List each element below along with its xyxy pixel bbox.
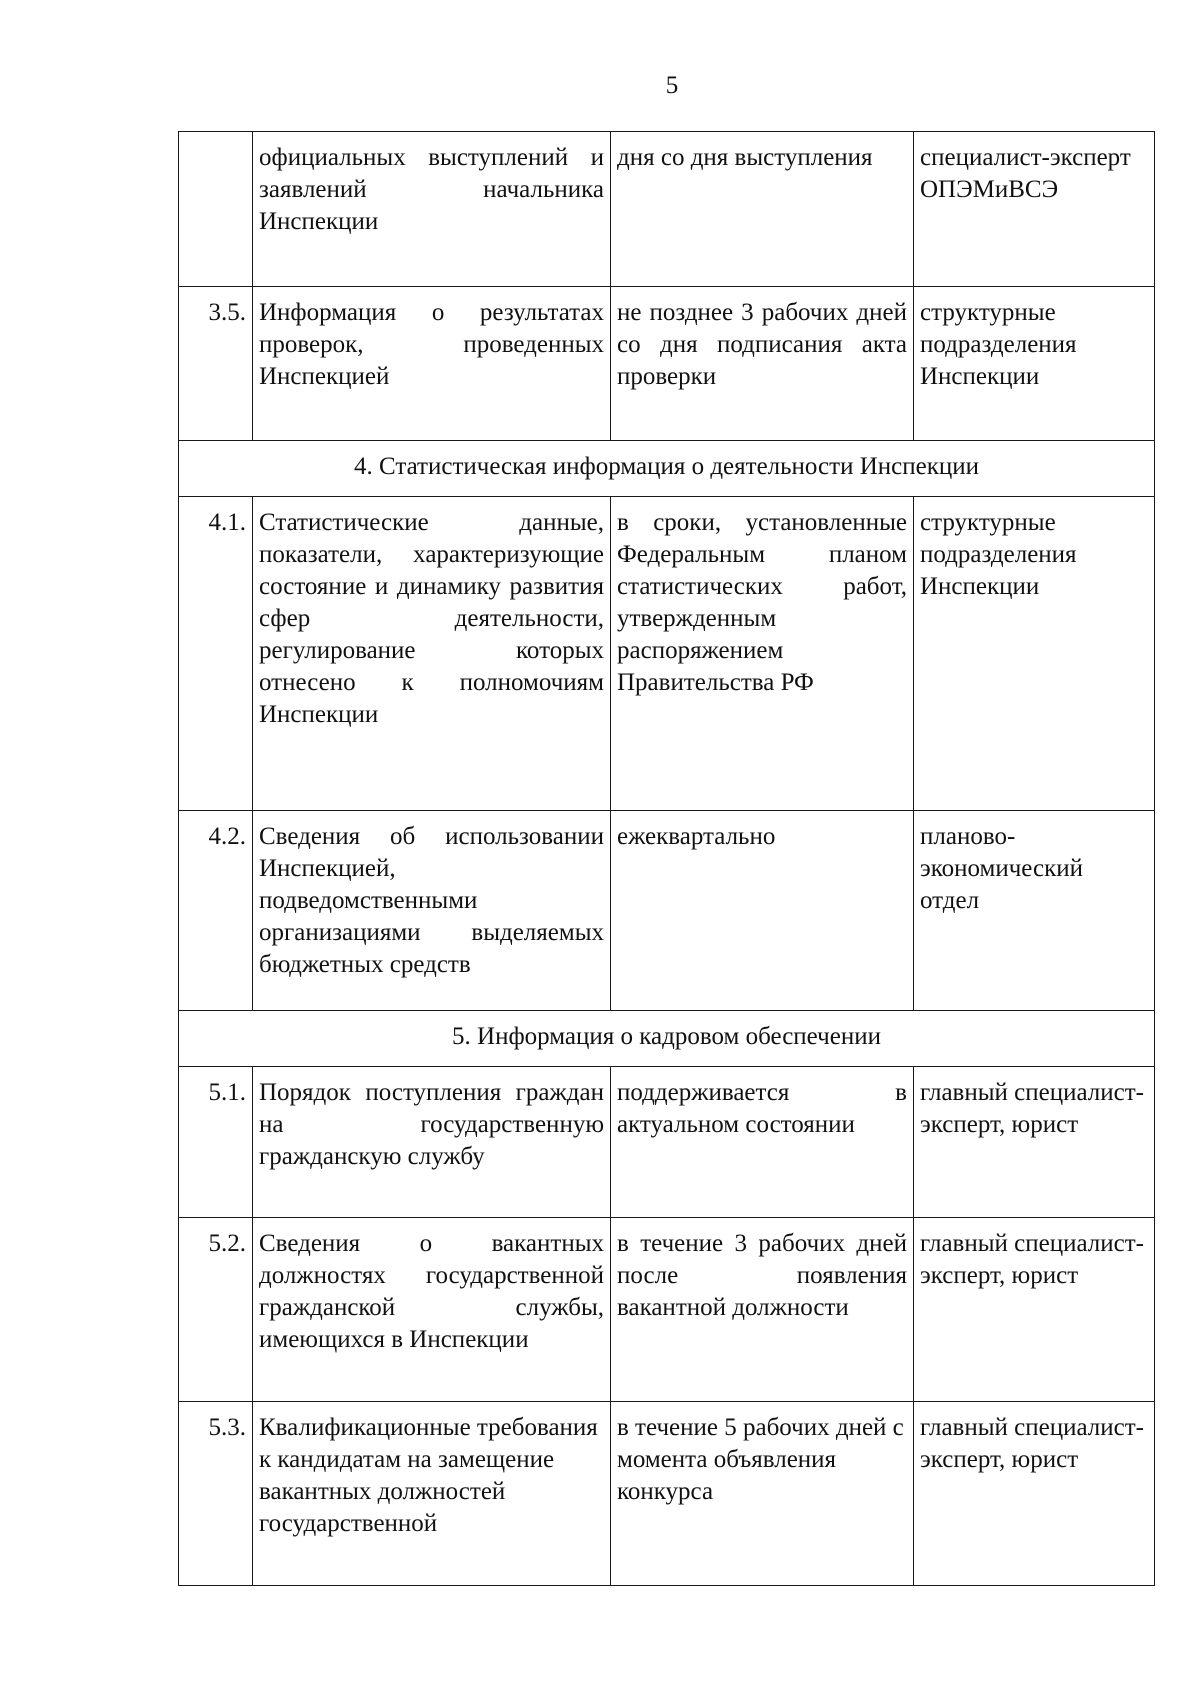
info-responsible: структурные подразделения Инспекции (914, 287, 1155, 441)
info-responsible: структурные подразделения Инспекции (914, 497, 1155, 811)
info-description: официальных выступлений и заявлений начальника Инспекции (253, 132, 611, 287)
info-deadline: поддерживается в актуальном состоянии (611, 1067, 914, 1218)
info-description: Сведения о вакантных должностях государственной гражданской службы, имеющихся в Инспекции (253, 1218, 611, 1402)
table-row (179, 1067, 1155, 1218)
page-number: 5 (665, 72, 679, 99)
row-number: 5.3. (179, 1402, 253, 1586)
section-heading: 4. Статистическая информация о деятельности Инспекции (179, 441, 1155, 497)
info-description: Квалификационные требования к кандидатам на замещение вакантных должностей государственной (253, 1402, 611, 1586)
table-row (179, 287, 1155, 441)
info-deadline: в течение 3 рабочих дней после появления вакантной должности (611, 1218, 914, 1402)
info-deadline: в течение 5 рабочих дней с момента объявления конкурса (611, 1402, 914, 1586)
table-row (179, 1402, 1155, 1586)
info-deadline: дня со дня выступления (611, 132, 914, 287)
info-responsible: главный специалист-эксперт, юрист (914, 1218, 1155, 1402)
table-row (179, 1218, 1155, 1402)
info-description: Информация о результатах проверок, проведенных Инспекцией (253, 287, 611, 441)
info-responsible: главный специалист-эксперт, юрист (914, 1067, 1155, 1218)
information-table (178, 131, 1155, 1586)
info-deadline: не позднее 3 рабочих дней со дня подписания акта проверки (611, 287, 914, 441)
info-deadline: в сроки, установленные Федеральным планом статистических работ, утвержденным распоряжением Правительства РФ (611, 497, 914, 811)
info-deadline: ежеквартально (611, 811, 914, 1011)
table-row (179, 811, 1155, 1011)
table-row (179, 132, 1155, 287)
row-number: 4.1. (179, 497, 253, 811)
table-row (179, 497, 1155, 811)
row-number: 3.5. (179, 287, 253, 441)
info-description: Сведения об использовании Инспекцией, подведомственными организациями выделяемых бюджетных средств (253, 811, 611, 1011)
section-heading: 5. Информация о кадровом обеспечении (179, 1011, 1155, 1067)
info-responsible: специалист-эксперт ОПЭМиВСЭ (914, 132, 1155, 287)
row-number: 4.2. (179, 811, 253, 1011)
section-row (179, 1011, 1155, 1067)
info-responsible: главный специалист-эксперт, юрист (914, 1402, 1155, 1586)
info-description: Порядок поступления граждан на государственную гражданскую службу (253, 1067, 611, 1218)
info-description: Статистические данные, показатели, характеризующие состояние и динамику развития сфер деятельности, регулирование которых отнесено к полномочиям Инспекции (253, 497, 611, 811)
row-number: 5.2. (179, 1218, 253, 1402)
info-responsible: планово-экономический отдел (914, 811, 1155, 1011)
row-number: 5.1. (179, 1067, 253, 1218)
row-number (179, 132, 253, 287)
section-row (179, 441, 1155, 497)
